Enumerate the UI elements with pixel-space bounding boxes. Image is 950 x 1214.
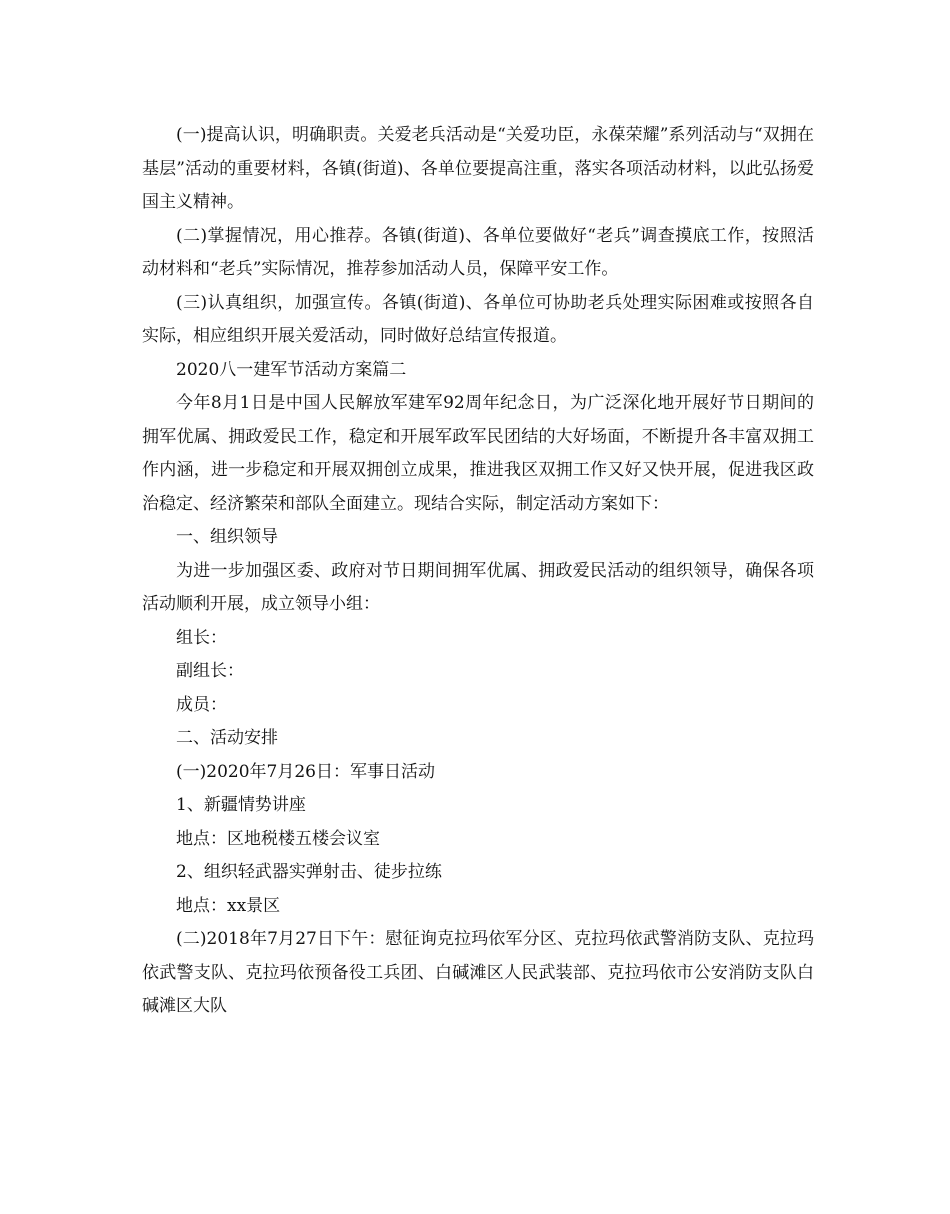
line-deputy-leader: 副组长： — [176, 661, 244, 681]
heading-leadership: 一、组织领导 — [176, 527, 278, 547]
line-leader: 组长： — [176, 627, 227, 648]
heading-activities: 二、活动安排 — [176, 728, 278, 748]
paragraph-duty: (一)提高认识，明确职责。关爱老兵活动是“关爱功臣，永葆荣耀”系列活动与“双拥在基层”活动的重要材料，各镇(街道)、各单位要提高注重，落实各项活动材料，以此弘扬爱国主义精神。 — [142, 125, 814, 212]
section-title: 2020八一建军节活动方案篇二 — [176, 359, 407, 380]
line-members: 成员： — [176, 694, 227, 715]
activity-item-lecture: 1、新疆情势讲座 — [176, 795, 306, 815]
paragraph-organize: (三)认真组织，加强宣传。各镇(街道)、各单位可协助老兵处理实际困难或按照各自实际，相应组织开展关爱活动，同时做好总结宣传报道。 — [142, 292, 814, 346]
activity-item-shooting: 2、组织轻武器实弹射击、徒步拉练 — [176, 862, 442, 882]
activity-military-day: (一)2020年7月26日：军事日活动 — [176, 761, 435, 782]
activity-visit: (二)2018年7月27日下午：慰征询克拉玛依军分区、克拉玛依武警消防支队、克拉玛依武警支队、克拉玛依预备役工兵团、白碱滩区人民武装部、克拉玛依市公安消防支队白碱滩区大队 — [142, 929, 814, 1016]
document-body — [142, 119, 814, 1024]
activity-location-2: 地点：xx景区 — [176, 895, 281, 916]
paragraph-leadership: 为进一步加强区委、政府对节日期间拥军优属、拥政爱民活动的组织领导，确保各项活动顺利开展，成立领导小组： — [142, 560, 814, 614]
paragraph-situation: (二)掌握情况，用心推荐。各镇(街道)、各单位要做好“老兵”调查摸底工作，按照活动材料和“老兵”实际情况，推荐参加活动人员，保障平安工作。 — [142, 225, 814, 279]
paragraph-intro: 今年8月1日是中国人民解放军建军92周年纪念日，为广泛深化地开展好节日期间的拥军优属、拥政爱民工作，稳定和开展军政军民团结的大好场面，不断提升各丰富双拥工作内涵，进一步稳定和开展双拥创立成果，推进我区双拥工作又好又快开展，促进我区政治稳定、经济繁荣和部队全面建立。现结合实际，制定活动方案如下： — [142, 393, 814, 514]
activity-location-1: 地点：区地税楼五楼会议室 — [176, 828, 380, 849]
